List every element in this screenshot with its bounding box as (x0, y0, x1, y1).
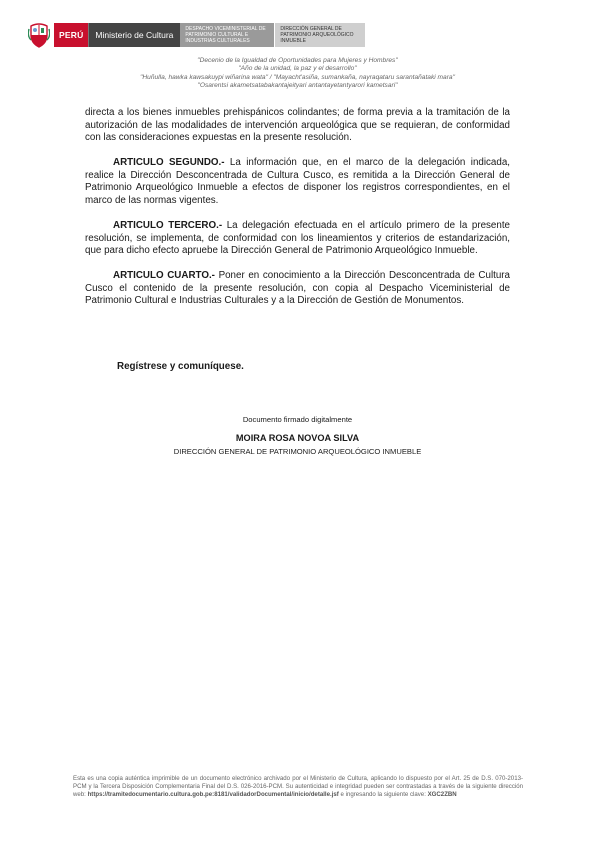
article-title: ARTICULO SEGUNDO.- (113, 157, 225, 169)
article-second (85, 157, 510, 207)
vice-ministry-label: DESPACHO VICEMINISTERIAL DE PATRIMONIO CULTURAL E INDUSTRIAS CULTURALES (180, 23, 274, 47)
validation-link[interactable]: https://tramitedocumentario.cultura.gob.pe:8181/validadorDocumental/inicio/detalle.jsf (87, 791, 339, 799)
direction-label: DIRECCIÓN GENERAL DE PATRIMONIO ARQUEOLÓGICO INMUEBLE (274, 23, 365, 47)
footer-text: Esta es una copia auténtica imprimible de un documento electrónico archivado por el Ministerio de Cultura, aplicando lo dispuesto por el Art. 25 de D.S. 070-2013-PCM y la Tercera Disposición Complementaria Final del D.S. 026-2016-PCM. Su autenticidad e integridad pueden ser contrastadas a través de la siguiente dirección web: (73, 775, 523, 799)
letterhead (26, 20, 365, 50)
article-fourth (85, 270, 510, 308)
signer-name: MOIRA ROSA NOVOA SILVA (235, 433, 360, 443)
digital-signature-note: Documento firmado digitalmente (242, 415, 353, 424)
article-text: La información que, en el marco de la delegación indicada, realice la Dirección Desconcentrada de Cultura Cusco, es remitida a la Dirección General de Patrimonio Arqueológico Inmueble a efectos de disponer los registros correspondientes, en el marco de las normas vigentes. (85, 157, 510, 206)
motto-line: "Osarentsi akametsatabakantajeityari antantayetantyarori kametsari" (197, 82, 398, 90)
article-text: La delegación efectuada en el artículo primero de la presente resolución, se implementa, de conformidad con los lineamientos y criterios de estandarización, que para dicho efecto apruebe la Dirección General de Patrimonio Arqueológico Inmueble. (85, 219, 511, 257)
article-title: ARTICULO TERCERO.- (113, 219, 223, 231)
authenticity-footer (73, 775, 523, 799)
article-title: ARTICULO CUARTO.- (113, 270, 215, 282)
paragraph-continuation: directa a los bienes inmuebles prehispánicos colindantes; de forma previa a la tramitación de la autorización de las modalidades de intervención arqueológica que se requieran, de conformidad con las consideraciones expuestas en la presente resolución. (85, 107, 510, 144)
ministry-label: Ministerio de Cultura (88, 23, 180, 47)
footer-text-mid: e ingresando la siguiente clave: (338, 791, 428, 799)
resolution-body (85, 107, 510, 320)
validation-code: XGC2ZBN (427, 791, 457, 799)
motto-line: "Decenio de la Igualdad de Oportunidades para Mujeres y Hombres" (197, 57, 398, 64)
article-text: Poner en conocimiento a la Dirección Desconcentrada de Cultura Cusco el contenido de la presente resolución, con copia al Despacho Viceministerial de Patrimonio Cultural e Industrias Culturales y a la Dirección de Gestión de Monumentos. (85, 270, 511, 307)
closing-formula: Regístrese y comuníquese. (117, 361, 244, 372)
peru-label: PERÚ (54, 23, 88, 47)
signer-direction: DIRECCIÓN GENERAL DE PATRIMONIO ARQUEOLÓGICO INMUEBLE (173, 447, 422, 456)
year-mottos (0, 57, 595, 91)
motto-line: "Huñulla, hawka kawsakuypi wiñarina wata" / "Mayacht'asiña, sumankaña, nayraqataru sarantañataki mara" (140, 73, 455, 81)
motto-line: "Año de la unidad, la paz y el desarrollo" (238, 65, 357, 73)
coat-of-arms-icon (26, 20, 52, 50)
article-third (85, 220, 510, 258)
